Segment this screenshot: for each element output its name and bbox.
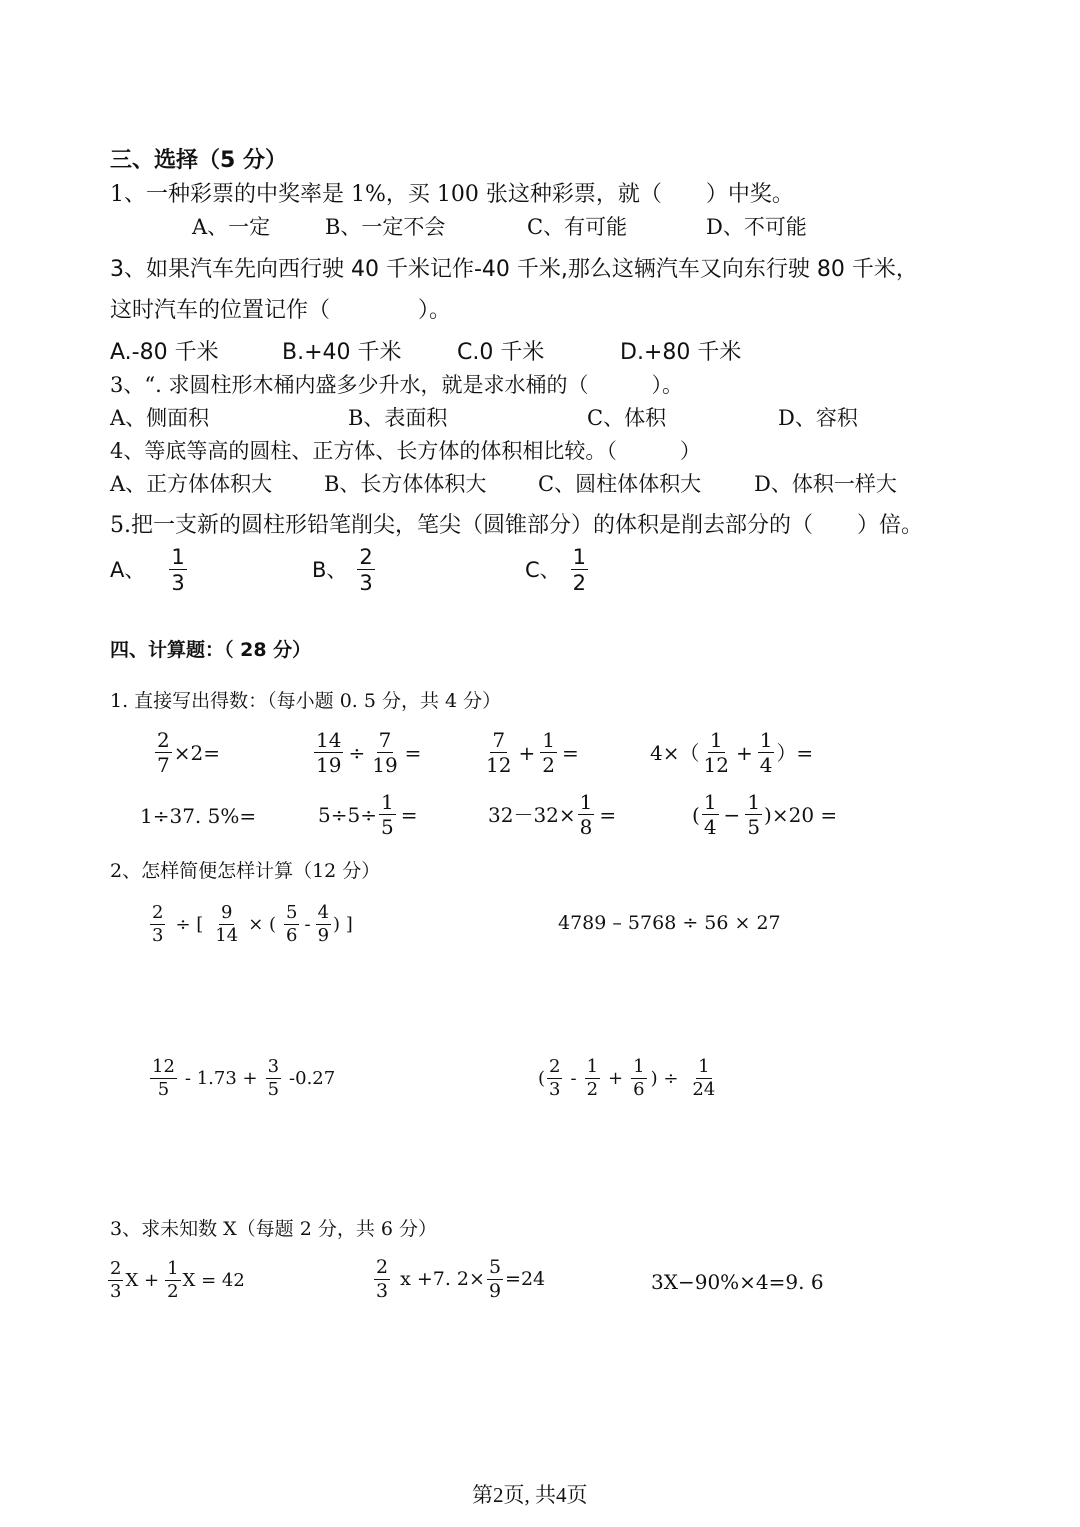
denominator: 3 (359, 571, 373, 596)
numerator: 3 (267, 1056, 280, 1077)
operator: ÷ [ (175, 913, 204, 935)
q1-option-b: B、一定不会 (325, 215, 446, 239)
numerator: 2 (376, 1256, 389, 1278)
fraction (357, 546, 374, 594)
numerator: 1 (579, 790, 593, 814)
q1-text: 1、一种彩票的中奖率是 1%，买 100 张这种彩票，就（ ）中奖。 (110, 182, 794, 207)
equals-sign: = (404, 741, 422, 765)
numerator: 5 (286, 902, 298, 923)
denominator: 5 (157, 1078, 170, 1100)
part3-title: 3、求未知数 X（每题 2 分，共 6 分） (110, 1218, 437, 1240)
equation-3: 3X−90%×4=9. 6 (651, 1270, 824, 1294)
operator: ÷ (348, 741, 366, 765)
operator: - (304, 913, 311, 935)
denominator: 14 (215, 924, 239, 946)
q2-line2: 这时汽车的位置记作（ ）。 (110, 298, 452, 323)
equals-sign: = (599, 803, 617, 827)
q2-option-d: D.+80 千米 (620, 340, 742, 365)
numerator: 1 (167, 1258, 179, 1279)
simplify-expr-3 (148, 1058, 338, 1100)
numerator: 1 (747, 790, 761, 814)
numerator: 1 (542, 728, 555, 752)
denominator: 6 (633, 1078, 645, 1100)
denominator: 4 (703, 815, 717, 839)
equals-sign: = (561, 741, 579, 765)
expression-text: 5÷5÷ (318, 803, 377, 827)
calc-a4 (650, 730, 813, 776)
calc-a2 (312, 730, 424, 776)
q1-option-d: D、不可能 (706, 215, 807, 239)
denominator: 3 (110, 1280, 122, 1302)
q3-text: 3、“. 求圆柱形木桶内盛多少升水，就是求水桶的（ ）。 (110, 373, 683, 397)
numerator: 7 (492, 728, 506, 752)
q2-option-c: C.0 千米 (457, 340, 545, 365)
q4-text: 4、等底等高的圆柱、正方体、长方体的体积相比较。（ ） (110, 439, 701, 463)
numerator: 2 (359, 545, 373, 569)
q2-line1: 3、如果汽车先向西行驶 40 千米记作-40 千米,那么这辆汽车又向东行驶 80 千米， (110, 257, 918, 282)
numerator: 7 (378, 728, 392, 752)
denominator: 5 (380, 815, 394, 839)
numerator: 1 (171, 545, 185, 569)
expression-text: - 1.73 + (184, 1067, 258, 1089)
operator: + (608, 1067, 624, 1089)
calc-b2 (318, 792, 420, 838)
q3-option-b: B、表面积 (348, 406, 448, 430)
q4-option-a: A、正方体体积大 (110, 472, 273, 496)
equals-sign: = (400, 803, 418, 827)
numerator: 1 (380, 790, 394, 814)
denominator: 7 (157, 753, 170, 777)
numerator: 4 (317, 902, 330, 923)
denominator: 24 (692, 1078, 716, 1100)
part2-title: 2、怎样简便怎样计算（12 分） (110, 860, 381, 882)
expression-text: )×20 = (764, 803, 838, 827)
denominator: 3 (376, 1279, 389, 1302)
numerator: 9 (221, 902, 233, 923)
denominator: 2 (542, 753, 555, 777)
part1-title: 1. 直接写出得数：（每小题 0. 5 分，共 4 分） (110, 690, 502, 712)
numerator: 2 (157, 728, 170, 752)
simplify-expr-2: 4789 – 5768 ÷ 56 × 27 (558, 912, 781, 934)
calc-a1 (153, 730, 220, 776)
q5-option-c (525, 546, 590, 594)
denominator: 5 (267, 1078, 280, 1100)
q5-option-b-label: B、 (312, 557, 348, 582)
numerator: 1 (698, 1056, 710, 1077)
denominator: 12 (703, 753, 729, 777)
calc-a3 (482, 730, 582, 776)
numerator: 1 (703, 790, 717, 814)
q4-option-c: C、圆柱体体积大 (538, 472, 702, 496)
q3-option-a: A、侧面积 (110, 406, 210, 430)
section-4-title: 四、计算题：（ 28 分） (110, 639, 312, 661)
expression-text: 32－32× (488, 803, 576, 827)
q2-option-b: B.+40 千米 (282, 340, 402, 365)
denominator: 2 (572, 571, 587, 596)
numerator: 1 (633, 1056, 645, 1077)
paren: ( (538, 1067, 546, 1089)
page-number: 第2页, 共4页 (472, 1483, 588, 1507)
q2-option-a: A.-80 千米 (110, 340, 219, 365)
section-3-title: 三、选择（5 分） (110, 148, 287, 173)
denominator: 19 (372, 753, 398, 777)
denominator: 3 (171, 571, 185, 596)
q1-option-c: C、有可能 (527, 215, 628, 239)
paren: ( (692, 803, 700, 827)
denominator: 3 (549, 1078, 561, 1100)
q4-option-b: B、长方体体积大 (324, 472, 487, 496)
equation-1 (106, 1260, 245, 1302)
operator: × ( (248, 913, 277, 935)
numerator: 2 (152, 902, 164, 923)
fraction (571, 546, 588, 594)
expression-text: ）= (776, 741, 814, 765)
numerator: 14 (316, 728, 342, 752)
operator: ) ÷ (650, 1067, 679, 1089)
denominator: 2 (167, 1280, 179, 1302)
numerator: 12 (152, 1056, 175, 1077)
expression-text: -0.27 (289, 1067, 336, 1089)
denominator: 3 (152, 924, 164, 946)
q4-option-d: D、体积一样大 (754, 472, 897, 496)
denominator: 19 (316, 753, 342, 777)
expression-text: 4×（ (650, 741, 700, 765)
q3-option-c: C、体积 (587, 406, 667, 430)
expression-text: ×2= (173, 741, 220, 765)
q5-option-c-label: C、 (525, 557, 561, 582)
numerator: 5 (488, 1256, 502, 1278)
q3-option-d: D、容积 (778, 406, 858, 430)
fraction (169, 546, 186, 594)
numerator: 1 (586, 1056, 599, 1077)
operator: − (723, 803, 741, 827)
denominator: 9 (317, 924, 330, 946)
expression-text: X = 42 (182, 1269, 245, 1291)
denominator: 8 (579, 815, 593, 839)
denominator: 5 (747, 815, 761, 839)
numerator: 1 (572, 545, 587, 569)
calc-b4 (692, 792, 837, 838)
denominator: 2 (586, 1078, 599, 1100)
operator: + (518, 741, 536, 765)
numerator: 1 (759, 728, 773, 752)
numerator: 2 (110, 1258, 122, 1279)
denominator: 4 (759, 753, 773, 777)
expression-text: x +7. 2× (400, 1268, 485, 1291)
operator: - (570, 1067, 577, 1089)
simplify-expr-1 (148, 904, 353, 946)
expression-text: X + (125, 1269, 160, 1291)
numerator: 2 (549, 1056, 561, 1077)
expression-text: =24 (505, 1268, 546, 1291)
denominator: 9 (488, 1279, 502, 1302)
denominator: 12 (486, 753, 512, 777)
denominator: 6 (286, 924, 298, 946)
q5-text: 5.把一支新的圆柱形铅笔削尖，笔尖（圆锥部分）的体积是削去部分的（ ）倍。 (110, 513, 923, 538)
expression-text: ) ] (333, 913, 353, 935)
q5-option-a-label: A、 (110, 557, 146, 582)
calc-b1: 1÷37. 5%= (140, 804, 257, 828)
numerator: 1 (709, 728, 723, 752)
calc-b3 (488, 792, 619, 838)
q1-option-a: A、一定 (192, 215, 271, 239)
operator: + (735, 741, 753, 765)
equation-2 (372, 1258, 545, 1302)
q5-option-a (110, 546, 189, 594)
q5-option-b (312, 546, 377, 594)
simplify-expr-4 (538, 1058, 719, 1100)
